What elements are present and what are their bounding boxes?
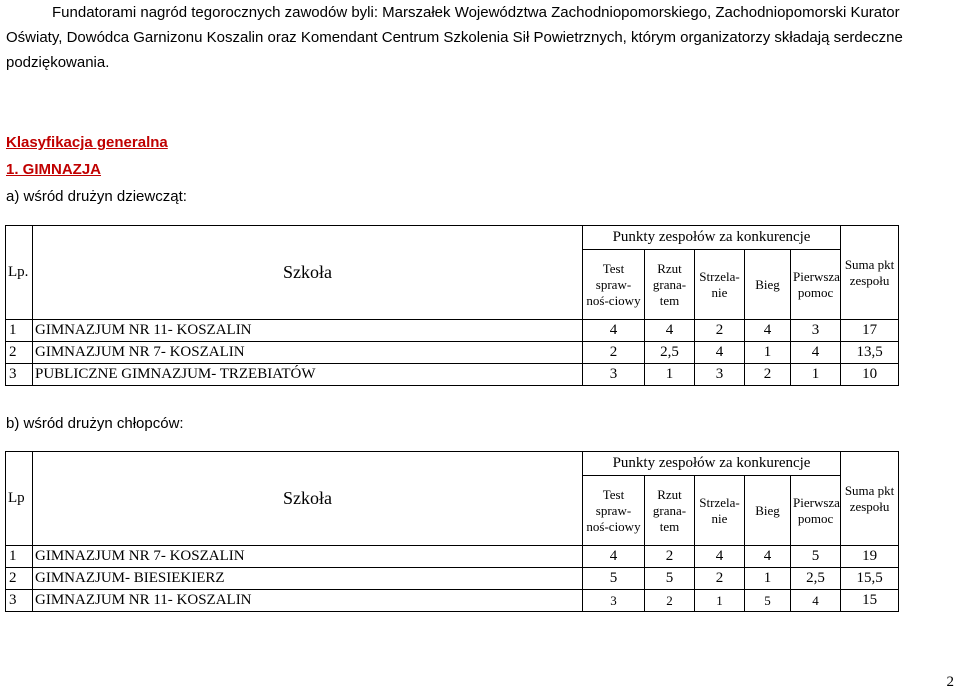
header-lp: Lp (6, 452, 33, 546)
table-row (6, 364, 899, 386)
header-col-rzut: Rzut grana-tem (645, 476, 695, 546)
row-sum: 15,5 (841, 568, 899, 590)
row-sum: 10 (841, 364, 899, 386)
header-col-rzut: Rzut grana-tem (645, 250, 695, 320)
table-row (6, 590, 899, 612)
row-score: 2 (745, 364, 791, 386)
intro-text: Fundatorami nagród tegorocznych zawodów byli: Marszałek Województwa Zachodniopomorskiego, Zachodniopomorski Kurator Oświaty, Dowódca Garnizonu Koszalin oraz Komendant Centrum Szkolenia Sił Powietrznych, którym organizatorzy składają serdeczne podziękowania. (6, 4, 903, 71)
header-col-strzelanie: Strzela-nie (695, 476, 745, 546)
header-sum: Suma pkt zespołu (841, 452, 899, 546)
header-col-pierwsza-pomoc: Pierwsza pomoc (791, 476, 841, 546)
row-school: PUBLICZNE GIMNAZJUM- TRZEBIATÓW (33, 364, 583, 386)
row-school: GIMNAZJUM NR 7- KOSZALIN (33, 342, 583, 364)
row-lp: 2 (6, 342, 33, 364)
row-score: 4 (791, 342, 841, 364)
row-score: 2 (695, 568, 745, 590)
row-score: 2,5 (791, 568, 841, 590)
header-col-pierwsza-pomoc: Pierwsza pomoc (791, 250, 841, 320)
row-score: 5 (791, 546, 841, 568)
intro-paragraph (6, 0, 956, 75)
header-row-top (6, 452, 899, 476)
row-score: 5 (745, 590, 791, 612)
section-heading: 1. GIMNAZJA (6, 161, 102, 178)
table-row (6, 568, 899, 590)
row-score: 4 (583, 320, 645, 342)
row-school: GIMNAZJUM NR 11- KOSZALIN (33, 590, 583, 612)
row-sum: 19 (841, 546, 899, 568)
classification-heading: Klasyfikacja generalna (6, 134, 168, 151)
header-col-test: Test spraw-noś-ciowy (583, 476, 645, 546)
header-school: Szkoła (33, 452, 583, 546)
group-a-subtitle: a) wśród drużyn dziewcząt: (6, 188, 187, 205)
row-lp: 1 (6, 546, 33, 568)
header-col-strzelanie: Strzela-nie (695, 250, 745, 320)
row-score: 3 (791, 320, 841, 342)
row-score: 5 (645, 568, 695, 590)
header-points-group: Punkty zespołów za konkurencje (583, 452, 841, 476)
row-school: GIMNAZJUM- BIESIEKIERZ (33, 568, 583, 590)
row-lp: 1 (6, 320, 33, 342)
row-score: 3 (695, 364, 745, 386)
header-col-bieg: Bieg (745, 476, 791, 546)
row-score: 1 (745, 342, 791, 364)
row-sum: 15 (841, 590, 899, 612)
row-score: 2 (583, 342, 645, 364)
row-score: 5 (583, 568, 645, 590)
results-table-boys (5, 451, 899, 612)
row-school: GIMNAZJUM NR 7- KOSZALIN (33, 546, 583, 568)
row-sum: 17 (841, 320, 899, 342)
row-score: 2 (645, 590, 695, 612)
group-b-subtitle: b) wśród drużyn chłopców: (6, 415, 184, 432)
row-score: 4 (745, 320, 791, 342)
table-row (6, 320, 899, 342)
row-lp: 3 (6, 590, 33, 612)
row-score: 1 (791, 364, 841, 386)
row-score: 1 (745, 568, 791, 590)
header-points-group: Punkty zespołów za konkurencje (583, 226, 841, 250)
table-row (6, 342, 899, 364)
row-score: 4 (695, 342, 745, 364)
table-row (6, 546, 899, 568)
row-score: 4 (695, 546, 745, 568)
row-score: 3 (583, 364, 645, 386)
row-score: 3 (583, 590, 645, 612)
row-score: 1 (645, 364, 695, 386)
header-sum: Suma pkt zespołu (841, 226, 899, 320)
row-score: 4 (583, 546, 645, 568)
row-score: 1 (695, 590, 745, 612)
row-score: 4 (791, 590, 841, 612)
header-lp: Lp. (6, 226, 33, 320)
page-number: 2 (946, 674, 954, 690)
header-school: Szkoła (33, 226, 583, 320)
row-score: 4 (745, 546, 791, 568)
results-table-girls (5, 225, 899, 386)
row-score: 4 (645, 320, 695, 342)
row-score: 2,5 (645, 342, 695, 364)
row-school: GIMNAZJUM NR 11- KOSZALIN (33, 320, 583, 342)
row-lp: 3 (6, 364, 33, 386)
header-col-bieg: Bieg (745, 250, 791, 320)
header-row-top (6, 226, 899, 250)
row-score: 2 (695, 320, 745, 342)
row-sum: 13,5 (841, 342, 899, 364)
header-col-test: Test spraw-noś-ciowy (583, 250, 645, 320)
row-lp: 2 (6, 568, 33, 590)
row-score: 2 (645, 546, 695, 568)
